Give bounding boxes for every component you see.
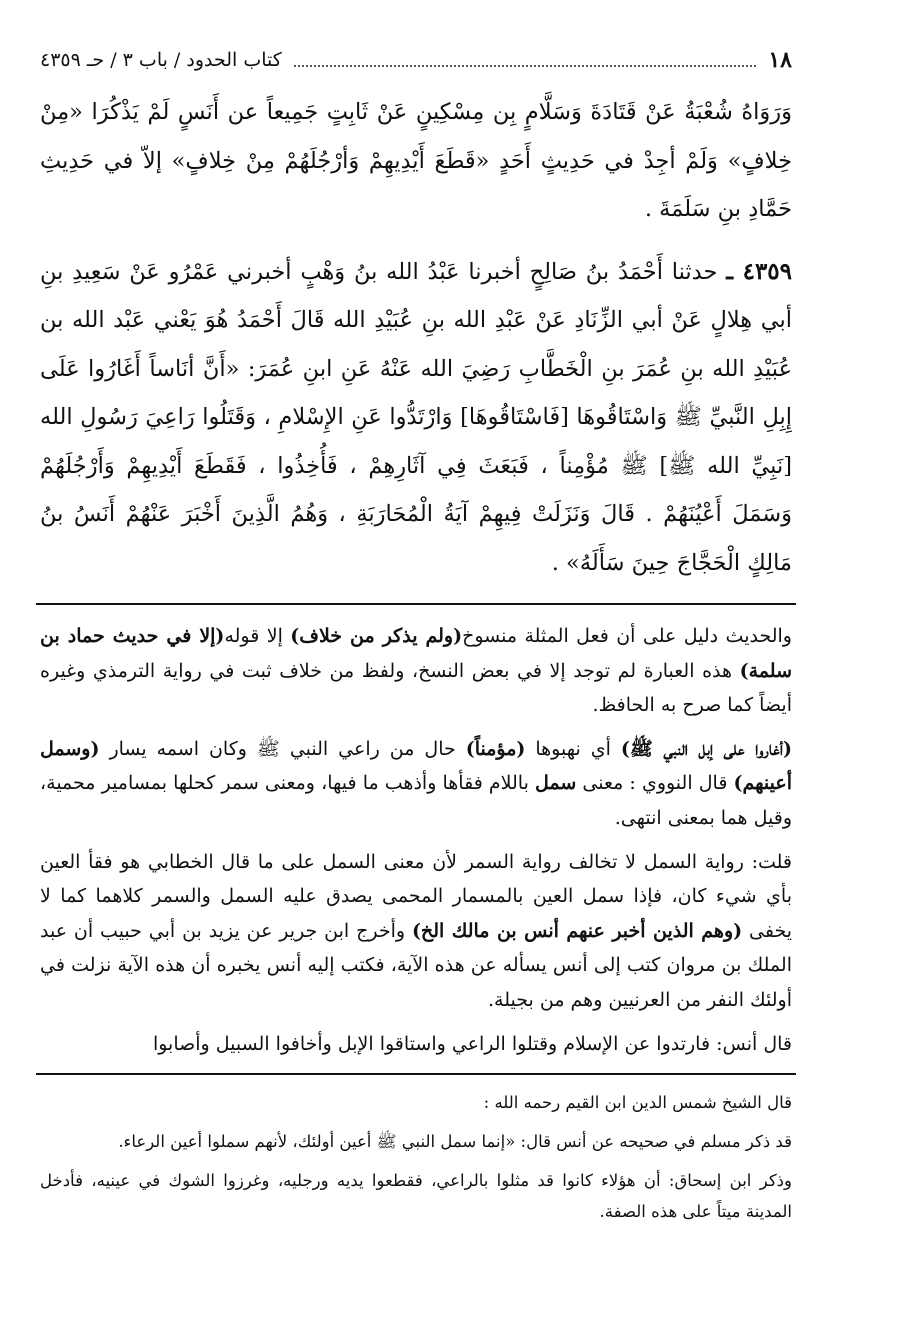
hadith-text-block bbox=[40, 88, 792, 587]
footnote-line-3: وذكر ابن إسحاق: أن هؤلاء كانوا قد مثلوا بالراعي، فقطعوا يديه ورجليه، وغرزوا الشوك في عينيه، فأدخل المدينة ميتاً على هذه الصفة. bbox=[40, 1171, 792, 1222]
commentary-text: إلا قوله bbox=[224, 625, 291, 647]
commentary-text: وأخرج ابن جرير عن يزيد بن أبي حبيب أن عبد الملك بن مروان كتب إلى أنس يسأله عن هذه الآية، فكتب إليه أنس يخبره أن هذه الآية نزلت في أولئك النفر من العرنيين وهم من بجيلة. bbox=[40, 919, 792, 1011]
commentary-text: قال النووي : معنى bbox=[576, 772, 734, 795]
running-title: كتاب الحدود / باب ٣ / حـ ٤٣٥٩ bbox=[40, 49, 282, 71]
commentary-block bbox=[40, 619, 792, 1061]
hadith-body: حدثنا أَحْمَدُ بنُ صَالِحٍ أخبرنا عَبْدُ الله بنُ وَهْبٍ أخبرني عَمْرُو عَنْ سَعِيدِ بنِ أبي هِلالٍ عَنْ أبي الزِّنَادِ عَنْ عَبْدِ الله بنِ عُبَيْدِ الله قَالَ أَحْمَدُ هُوَ يَعْني عَبْد الله بن عُبَيْدِ الله بنِ عُمَرَ بنِ الْخَطَّابِ رَضِيَ الله عَنْهُ عَنِ ابنِ عُمَرَ: «أَنَّ أنَاساً أَغَارُوا عَلَى إِبِلِ النَّبيِّ ﷺ وَاسْتَاقُوهَا [فَاسْتَاقُوهَا] وَارْتَدُّوا عَنِ الإِسْلامِ ، وَقَتَلُوا رَاعِيَ رَسُولِ الله [نَبِيِّ الله ﷺ] ﷺ مُؤْمِناً ، فَبَعَثَ فِي آثَارِهِمْ ، فَأُخِذُوا ، فَقَطَعَ أَيْدِيهِمْ وَأَرْجُلَهُمْ وَسَمَلَ أَعْيُنَهُمْ . قَالَ وَنَزَلَتْ فِيهِمْ آيَةُ الْمُحَارَبَةِ ، وَهُمُ الَّذِينَ أَخْبَرَ عَنْهُمْ أَنَسُ بنُ مَالِكٍ الْحَجَّاجَ حِينَ سَأَلَهُ» . bbox=[40, 258, 792, 576]
commentary-text: حال من راعي النبي ﷺ وكان اسمه يسار bbox=[99, 737, 466, 760]
hadith-paragraph bbox=[40, 248, 792, 588]
commentary-quote: (مؤمناً) bbox=[465, 737, 526, 760]
book-page bbox=[40, 40, 792, 1330]
commentary-paragraph-3 bbox=[40, 845, 792, 1018]
commentary-quote: (إلا في حديث حماد بن سلمة) bbox=[40, 625, 792, 682]
commentary-paragraph-1 bbox=[40, 619, 792, 723]
commentary-text: أي نهبوها bbox=[525, 737, 621, 760]
commentary-quote: (وسمل أعينهم) bbox=[40, 737, 792, 795]
commentary-text: باللام فقأها وأذهب ما فيها، ومعنى سمر كحلها بمسامير محمية، وقيل هما بمعنى انتهى. bbox=[40, 772, 792, 829]
commentary-quote: سمل bbox=[534, 772, 577, 795]
commentary-paragraph-4: قال أنس: فارتدوا عن الإسلام وقتلوا الراعي واستاقوا الإبل وأخافوا السبيل وأصابوا bbox=[152, 1032, 792, 1055]
hadith-intro-paragraph: وَرَوَاهُ شُعْبَةُ عَنْ قَتَادَةَ وَسَلَّامٍ بِن مِسْكِينٍ عَنْ ثَابِتٍ جَمِيعاً عن أَنَسٍ لَمْ يَذْكُرَا «مِنْ خِلافٍ» وَلَمْ أجِدْ في حَدِيثٍ أَحَدٍ «قَطَعَ أَيْدِيهِمْ وَأرْجُلَهُمْ مِنْ خِلافٍ» إلاّ في حَدِيثِ حَمَّادِ بنِ سَلَمَةَ . bbox=[40, 99, 792, 222]
commentary-text: قلت: رواية السمل لا تخالف رواية السمر لأن معنى السمل على ما قال الخطابي هو فقأ العين بأي شيء كان، فإذا سمل العين بالمسمار المحمى يصدق عليه السمل والسمر كلاهما كما لا يخفى bbox=[40, 850, 792, 942]
page-header bbox=[40, 40, 792, 80]
commentary-quote: (أغاروا على إبل النبي ﷺ) bbox=[620, 737, 792, 760]
commentary-quote: (ولم يذكر من خلاف) bbox=[290, 625, 463, 647]
commentary-text: والحديث دليل على أن فعل المثلة منسوخ bbox=[462, 625, 792, 647]
footnote-block bbox=[40, 1087, 792, 1227]
footnote-line-2: قد ذكر مسلم في صحيحه عن أنس قال: «إنما سمل النبي ﷺ أعين أولئك، لأنهم سملوا أعين الرعاء. bbox=[118, 1132, 792, 1152]
hadith-number: ٤٣٥٩ ـ bbox=[726, 257, 793, 285]
commentary-separator bbox=[36, 603, 796, 605]
commentary-paragraph-2 bbox=[40, 732, 792, 836]
commentary-quote: (وهم الذين أخبر عنهم أنس بن مالك الخ) bbox=[411, 919, 743, 942]
commentary-text: هذه العبارة لم توجد إلا في بعض النسخ، ولفظ من خلاف ثبت في رواية الترمذي وغيره أيضاً كما صرح به الحافظ. bbox=[40, 659, 792, 717]
footnote-separator bbox=[36, 1073, 796, 1075]
page-number: ١٨ bbox=[768, 47, 792, 73]
header-dotted-leader bbox=[294, 65, 757, 67]
footnote-line-1: قال الشيخ شمس الدين ابن القيم رحمه الله : bbox=[483, 1093, 792, 1113]
